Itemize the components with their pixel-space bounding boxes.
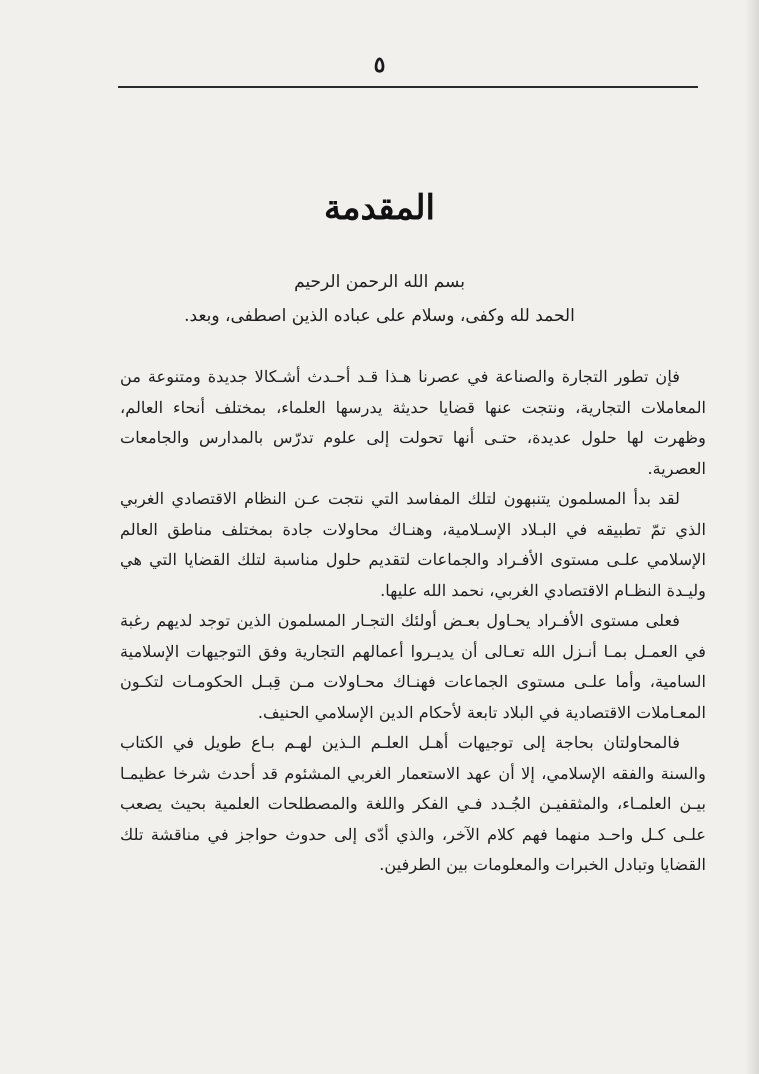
basmala: بسم الله الرحمن الرحيم xyxy=(294,272,465,292)
greeting-line: الحمد لله وكفى، وسلام على عباده الذين اصطفى، وبعد. xyxy=(184,306,575,326)
page-number: ٥ xyxy=(373,52,386,78)
paragraph-3: فعلى مستوى الأفـراد يحـاول بعـض أولئك التجـار المسلمون الذين توجد لديهم رغبة في العمـل بمـا أنـزل الله تعـالى أن يديـروا أعمالهم التجارية وفق التوجيهات الإسلامية السامية، وأما علـى مستوى الجماعات فهنـاك محـاولات مـن قِبـل الحكومـات لتكـون المعـاملات الاقتصادية في البلاد تابعة لأحكام الدين الإسلامي الحنيف. xyxy=(120,611,706,722)
page-title: المقدمة xyxy=(324,188,435,228)
page-edge-shadow xyxy=(745,0,759,1074)
paragraph-4: فالمحاولتان بحاجة إلى توجيهات أهـل العلـم الـذين لهـم بـاع طويل في الكتاب والسنة والفقه الإسلامي، إلا أن عهد الاستعمار الغربي المشئوم قد أحدث شرخا عظيمـا بيـن العلمـاء، والمثقفيـن الجُـدد فـي الفكر واللغة والمصطلحات العلمية بحيث يصعب علـى كـل واحـد منهما فهم كلام الآخر، والذي أدّى إلى حدوث حواجز في مناقشة تلك القضايا وتبادل الخبرات والمعلومات بين الطرفين. xyxy=(120,733,706,874)
header-rule xyxy=(118,86,698,88)
body-text xyxy=(120,362,706,881)
paragraph-2: لقد بدأ المسلمون يتنبهون لتلك المفاسد التي نتجت عـن النظام الاقتصادي الغربي الذي تمّ تطبيقه في البـلاد الإسـلامية، وهنـاك محاولات جادة بمختلف مناطق العالم الإسلامي علـى مستوى الأفـراد والجماعات لتقديم حلول مناسبة لتلك القضايا التي هي وليـدة النظـام الاقتصادي الغربي، نحمد الله عليها. xyxy=(120,489,706,600)
paragraph-1: فإن تطور التجارة والصناعة في عصرنا هـذا قـد أحـدث أشـكالا جديدة ومتنوعة من المعاملات التجارية، ونتجت عنها قضايا حديثة يدرسها العلماء، بمختلف أنحاء العالم، وظهرت لها حلول عديدة، حتـى أنها تحولت إلى علوم تدرّس بالمدارس والجامعات العصرية. xyxy=(120,367,706,478)
